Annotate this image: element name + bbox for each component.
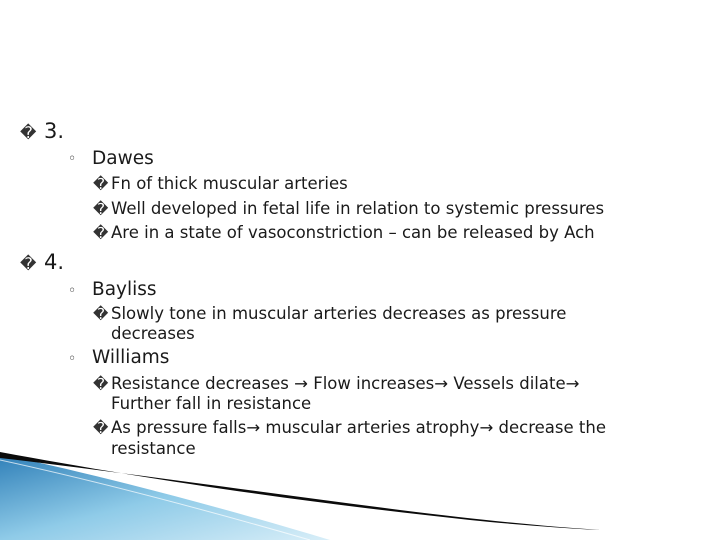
circle-bullet-icon: ◦ <box>68 283 77 299</box>
circle-bullet-icon: ◦ <box>68 151 77 167</box>
bullet-marker: � <box>93 305 109 323</box>
subheading-williams: Williams <box>92 347 170 368</box>
list-item: Are in a state of vasoconstriction – can be released by Ach <box>111 223 595 242</box>
subheading-bayliss: Bayliss <box>92 279 157 300</box>
bullet-marker: � <box>93 175 109 193</box>
bullet-marker: � <box>20 123 37 142</box>
list-item: Well developed in fetal life in relation to systemic pressures <box>111 199 605 218</box>
list-item: Resistance decreases → Flow increases→ Vessels dilate→ <box>111 374 580 393</box>
bullet-marker: � <box>93 419 109 437</box>
list-item-continuation: decreases <box>111 324 195 343</box>
heading-4: 4. <box>44 250 65 274</box>
list-item: Slowly tone in muscular arteries decreases as pressure <box>111 304 567 323</box>
list-item-continuation: Further fall in resistance <box>111 394 312 413</box>
list-item: As pressure falls→ muscular arteries atrophy→ decrease the <box>111 418 606 437</box>
list-item: Fn of thick muscular arteries <box>111 174 348 193</box>
list-item-continuation: resistance <box>111 439 196 458</box>
subheading-dawes: Dawes <box>92 148 154 169</box>
bullet-marker: � <box>20 254 37 273</box>
circle-bullet-icon: ◦ <box>68 351 77 367</box>
bullet-marker: � <box>93 375 109 393</box>
bullet-marker: � <box>93 224 109 242</box>
bullet-marker: � <box>93 200 109 218</box>
decorative-swoosh <box>0 440 720 540</box>
heading-3: 3. <box>44 119 65 143</box>
